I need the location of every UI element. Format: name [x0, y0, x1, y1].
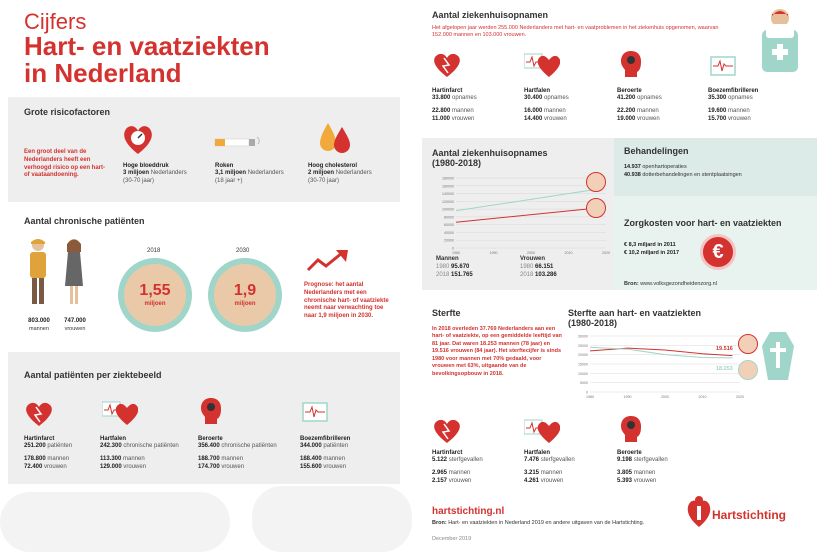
pd3-v: 174.700	[198, 464, 220, 471]
hc-women-2018: 2018	[520, 271, 534, 278]
x-tick-label: 2020	[602, 251, 610, 255]
sterfte-heading: Sterfte	[432, 308, 461, 318]
y-tick-label: 5000	[580, 381, 588, 386]
year-2030-label: 2030	[236, 248, 250, 254]
treat-heading: Behandelingen	[624, 146, 689, 156]
h4-v: 15.700	[708, 116, 727, 123]
h2-num: 30.400	[524, 95, 543, 101]
title-line1: Cijfers	[24, 9, 87, 34]
hc-men-2018-val: 151.765	[451, 271, 473, 278]
man-figure-icon	[26, 238, 50, 308]
risk-heading: Grote risicofactoren	[24, 107, 111, 117]
treat-l1num: 14.937	[624, 164, 641, 170]
hc-men-1980-val: 95.670	[451, 263, 470, 270]
s2-num: 7.476	[524, 457, 540, 463]
pd4-num: 344.000	[300, 443, 322, 449]
hosp-heading: Aantal ziekenhuisopnamen	[432, 10, 549, 20]
hosp-intro: Het afgelopen jaar werden 255.000 Nederlanders met hart- en vaatproblemen in het ziekenhuis opgenomen, waarvan 152.000 mannen en 103.000 vrouwen.	[432, 25, 719, 39]
pd4-v: 155.600	[300, 464, 322, 471]
y-tick-label: 100000	[442, 207, 454, 212]
sterfte-male-avatar-icon	[738, 360, 758, 380]
y-tick-label: 60000	[444, 223, 454, 228]
redaction-blob-left	[0, 492, 230, 552]
footer-date: December 2019	[432, 536, 472, 542]
risk2-unit: Nederlanders	[247, 170, 284, 176]
s3-num: 9.198	[617, 457, 633, 463]
pd2-title: Hartfalen	[100, 436, 127, 442]
hc-men-2018: 2018	[436, 271, 450, 278]
h2-v-label: vrouwen	[544, 116, 567, 123]
footer-bron: Hart- en vaatziekten in Nederland 2019 en andere uitgaven van de Hartstichting.	[448, 520, 645, 526]
pd3-m-label: mannen	[221, 456, 244, 463]
pd2-num: 242.300	[100, 443, 122, 449]
risk1-num: 3 miljoen	[123, 170, 150, 176]
pd2-m-label: mannen	[123, 456, 145, 463]
y-tick-label: 25000	[578, 343, 588, 348]
treat-bron-label: Bron:	[624, 281, 639, 287]
pd4-unit: patiënten	[323, 443, 349, 449]
pd2-v: 129.000	[100, 464, 122, 471]
x-tick-label: 1990	[623, 395, 632, 399]
y-tick-label: 80000	[444, 215, 454, 220]
pd2-m: 113.300	[100, 456, 122, 463]
circle-2030	[208, 258, 282, 332]
h1-v-label: vrouwen	[451, 116, 475, 123]
pd3-m: 188.700	[198, 456, 220, 463]
hosp-line-chart	[426, 174, 614, 256]
pd4-m-label: mannen	[323, 456, 346, 463]
s2-unit: sterfgevallen	[540, 457, 575, 463]
hartstichting-logo-icon	[686, 494, 712, 528]
male-avatar-icon	[586, 172, 606, 192]
y-tick-label: 120000	[442, 199, 454, 204]
y-tick-label: 0	[452, 246, 454, 251]
pd1-m-label: mannen	[47, 456, 70, 463]
hosp-chart-subheading: (1980-2018)	[432, 158, 482, 168]
pd1-v-label: vrouwen	[44, 464, 67, 471]
hosp-chart-section	[422, 138, 614, 290]
y-tick-label: 20000	[444, 238, 454, 243]
women-label: vrouwen	[64, 325, 86, 332]
year-2018-label: 2018	[147, 248, 161, 254]
pd3-unit: chronische patiënten	[221, 443, 277, 449]
h4-m-label: mannen	[728, 108, 750, 115]
h3-m: 22.200	[617, 108, 636, 115]
s2-m-label: mannen	[540, 470, 563, 477]
s3-m: 3.805	[617, 470, 633, 477]
y-tick-label: 20000	[578, 353, 588, 358]
h4-title: Boezemfibrilleren	[708, 88, 759, 94]
y-tick-label: 15000	[578, 362, 588, 367]
heart-attack-icon	[24, 401, 54, 427]
h2-title: Hartfalen	[524, 88, 551, 94]
h3-title: Beroerte	[617, 88, 642, 94]
risk2-title: Roken	[215, 163, 234, 169]
risk3-num: 2 miljoen	[308, 170, 335, 176]
s3-m-label: mannen	[633, 470, 656, 477]
sterfte-stroke-head-icon	[620, 415, 642, 443]
s2-v: 4.261	[524, 478, 540, 485]
h3-v: 19.000	[617, 116, 636, 123]
chronic-heading: Aantal chronische patiënten	[24, 216, 145, 226]
h4-unit: opnames	[728, 95, 753, 101]
circle-2018	[118, 258, 192, 332]
hc-women-label: Vrouwen	[520, 256, 546, 262]
sterfte-label-men: 18.253	[716, 366, 733, 372]
hartstichting-logo-text: Hartstichting	[712, 508, 787, 522]
risk2-num: 3,1 miljoen	[215, 170, 247, 176]
circle-2018-num: 1,55	[139, 282, 171, 299]
s1-unit: sterfgevallen	[448, 457, 483, 463]
h3-unit: opnames	[637, 95, 662, 101]
s3-unit: sterfgevallen	[633, 457, 668, 463]
hospital-bed-icon	[760, 6, 800, 74]
circle-2030-unit: miljoen	[234, 301, 256, 307]
prognose-text: het aantal Nederlanders met een chronische hart- of vaatziekte neemt naar verwachting toe naar 1,9 miljoen in 2030.	[304, 282, 389, 320]
trend-up-arrow-icon	[306, 248, 350, 274]
female-avatar-icon	[586, 198, 606, 218]
y-tick-label: 140000	[442, 192, 454, 197]
hosp-heart-failure-icon	[524, 52, 560, 78]
pd4-m: 188.400	[300, 456, 322, 463]
pd1-v: 72.400	[24, 464, 43, 471]
s1-v: 2.157	[432, 478, 448, 485]
hc-men-label: Mannen	[436, 256, 459, 262]
euro-coin-icon: €	[700, 234, 736, 270]
footer-site-link[interactable]: hartstichting.nl	[432, 506, 505, 517]
risk3-sub: (30-70 jaar)	[308, 178, 340, 185]
risk3-unit: Nederlanders	[335, 170, 372, 176]
prognose-label: Prognose:	[304, 282, 334, 288]
pd1-unit: patiënten	[47, 443, 73, 449]
risk1-title: Hoge bloeddruk	[123, 163, 169, 169]
x-tick-label: 2000	[527, 251, 535, 255]
y-tick-label: 30000	[578, 334, 588, 339]
sterfte-label-women: 19.516	[716, 346, 733, 352]
risk1-sub: (30-70 jaar)	[123, 178, 155, 185]
treat-l1: openhartoperaties	[642, 164, 687, 170]
pd1-title: Hartinfarct	[24, 436, 55, 442]
y-tick-label: 160000	[442, 184, 454, 189]
hc-women-1980: 1980	[520, 263, 534, 270]
title-line3: in Nederland	[24, 58, 182, 89]
s1-num: 5.122	[432, 457, 448, 463]
series-line-mannen	[590, 347, 733, 358]
h2-unit: opnames	[544, 95, 569, 101]
pd1-m: 178.800	[24, 456, 46, 463]
s2-m: 3.215	[524, 470, 540, 477]
pd3-num: 356.400	[198, 443, 220, 449]
title-line2: Hart- en vaatziekten	[24, 31, 270, 62]
treat-l2: dotterbehandelingen en stentplaatsingen	[642, 172, 742, 178]
pd4-v-label: vrouwen	[323, 464, 347, 471]
h2-v: 14.400	[524, 116, 543, 123]
h1-m-label: mannen	[452, 108, 474, 115]
h4-num: 35.300	[708, 95, 727, 101]
h1-num: 33.800	[432, 95, 451, 101]
s2-title: Hartfalen	[524, 450, 551, 456]
h1-title: Hartinfarct	[432, 88, 463, 94]
men-label: mannen	[29, 325, 49, 332]
men-count: 803.000	[28, 318, 50, 324]
s3-title: Beroerte	[617, 450, 642, 456]
circle-2018-unit: miljoen	[144, 301, 166, 307]
s3-v-label: vrouwen	[633, 478, 657, 485]
risk1-unit: Nederlanders	[150, 170, 187, 176]
cost-2011: € 8,3 miljard in 2011	[624, 242, 676, 248]
women-count: 747.000	[64, 318, 86, 324]
hosp-afib-monitor-icon	[710, 56, 736, 76]
treat-bron: www.volksgezondheidenzorg.nl	[640, 281, 717, 287]
cigarette-icon	[213, 135, 263, 149]
risk3-title: Hoog cholesterol	[308, 163, 358, 169]
woman-figure-icon	[62, 238, 86, 308]
pd3-v-label: vrouwen	[221, 464, 245, 471]
h1-unit: opnames	[452, 95, 477, 101]
s1-title: Hartinfarct	[432, 450, 463, 456]
h3-num: 41.200	[617, 95, 636, 101]
cost-2017: € 10,2 miljard in 2017	[624, 250, 680, 256]
y-tick-label: 40000	[444, 230, 454, 235]
y-tick-label: 0	[586, 390, 588, 395]
x-tick-label: 1980	[586, 395, 594, 399]
cost-heading: Zorgkosten voor hart- en vaatziekten	[624, 218, 782, 228]
h2-m-label: mannen	[544, 108, 566, 115]
hosp-chart-heading: Aantal ziekenhuisopnames	[432, 148, 548, 158]
x-tick-label: 2020	[736, 395, 744, 399]
s2-v-label: vrouwen	[540, 478, 564, 485]
series-line-mannen	[456, 189, 599, 211]
h3-v-label: vrouwen	[637, 116, 660, 123]
h4-m: 19.600	[708, 108, 727, 115]
treat-l2num: 40.938	[624, 172, 641, 178]
h1-v: 11.000	[432, 116, 451, 123]
x-tick-label: 2010	[698, 395, 707, 399]
hc-women-1980-val: 66.151	[535, 263, 554, 270]
risk2-sub: (18 jaar +)	[215, 178, 243, 185]
hosp-heart-attack-icon	[432, 52, 462, 78]
coffin-cross-icon	[760, 330, 796, 382]
x-tick-label: 1980	[452, 251, 460, 255]
sterfte-heart-failure-icon	[524, 418, 560, 444]
sterfte-text: In 2018 overleden 37.769 Nederlanders aan een hart- of vaatziekte, op een gemiddelde leeftijd van 81 jaar. Dat waren 18.253 mannen (78 jaar) en 19.516 vrouwen (84 jaar). Het sterftecijfer is sinds 1980 voor mannen met 70% gedaald, voor vrouwen met 63%, uitgaande van de bevolkingsopbouw in 2018.	[432, 326, 562, 377]
main-title	[24, 10, 270, 88]
afib-monitor-icon	[302, 402, 328, 422]
y-tick-label: 10000	[578, 371, 588, 376]
pd2-v-label: vrouwen	[123, 464, 147, 471]
series-line-vrouwen	[456, 208, 599, 222]
hc-women-2018-val: 103.286	[535, 271, 557, 278]
pd1-num: 251.200	[24, 443, 46, 449]
blood-pressure-icon	[120, 121, 156, 157]
per-disease-heading: Aantal patiënten per ziektebeeld	[24, 370, 162, 380]
hc-men-1980: 1980	[436, 263, 450, 270]
heart-failure-icon	[102, 400, 138, 426]
cholesterol-drops-icon	[318, 121, 354, 153]
pd3-title: Beroerte	[198, 436, 223, 442]
treatments-section	[614, 138, 817, 290]
pd4-title: Boezemfibrilleren	[300, 436, 351, 442]
stroke-head-icon	[200, 397, 222, 425]
sterfte-female-avatar-icon	[738, 334, 758, 354]
risk-section	[8, 97, 400, 202]
sterfte-heart-attack-icon	[432, 418, 462, 444]
hosp-stroke-head-icon	[620, 50, 642, 78]
pd2-unit: chronische patiënten	[123, 443, 179, 449]
circle-2030-num: 1,9	[233, 282, 257, 299]
x-tick-label: 1990	[489, 251, 498, 255]
y-tick-label: 180000	[442, 176, 454, 181]
s1-m: 2.965	[432, 470, 448, 477]
s1-m-label: mannen	[448, 470, 471, 477]
redaction-blob-right	[252, 486, 412, 552]
h1-m: 22.800	[432, 108, 451, 115]
h3-m-label: mannen	[637, 108, 659, 115]
x-tick-label: 2000	[661, 395, 669, 399]
x-tick-label: 2010	[564, 251, 573, 255]
risk-intro: Een groot deel van de Nederlanders heeft een verhoogd risico op een hart- of vaataandoening.	[24, 149, 106, 179]
sterfte-chart-heading: Sterfte aan hart- en vaatziekten	[568, 308, 702, 318]
s1-v-label: vrouwen	[448, 478, 472, 485]
h2-m: 16.000	[524, 108, 543, 115]
footer-bron-label: Bron:	[432, 520, 447, 526]
s3-v: 5.393	[617, 478, 633, 485]
h4-v-label: vrouwen	[728, 116, 751, 123]
sterfte-chart-sub: (1980-2018)	[568, 318, 618, 328]
